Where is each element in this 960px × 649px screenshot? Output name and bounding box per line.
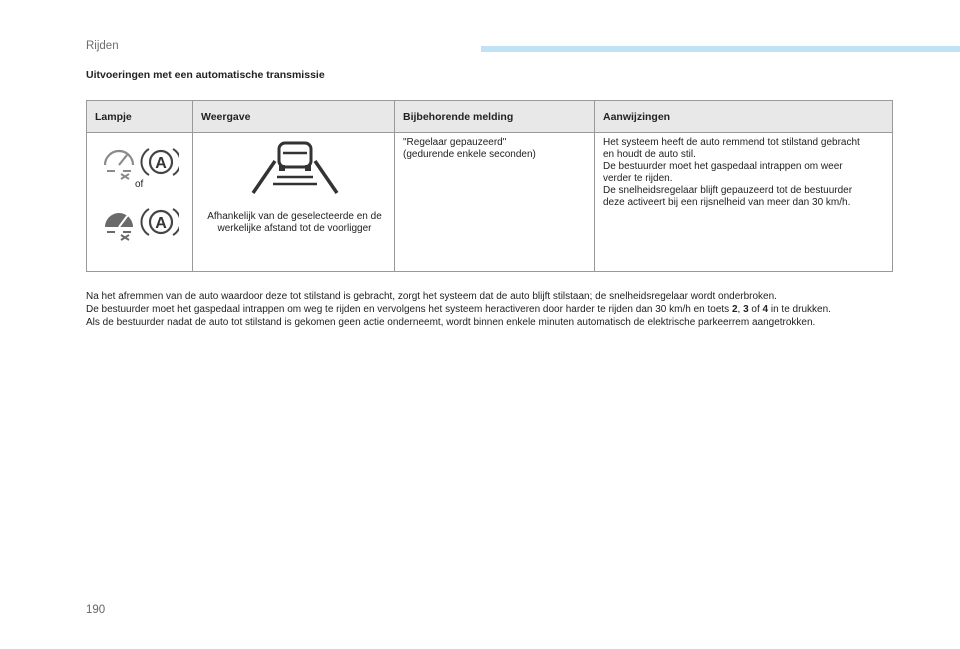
instruction-line: deze activeert bij een rijsnelheid van meer dan 30 km/h. bbox=[603, 197, 851, 208]
section-header-bar bbox=[481, 46, 960, 52]
header-display: Weergave bbox=[193, 101, 395, 133]
page-number: 190 bbox=[86, 604, 106, 616]
message-line: (gedurende enkele seconden) bbox=[403, 149, 536, 160]
cell-display bbox=[193, 133, 395, 272]
body-text bbox=[86, 290, 906, 329]
header-message: Bijbehorende melding bbox=[395, 101, 595, 133]
instruction-line: Het systeem heeft de auto remmend tot stilstand gebracht bbox=[603, 137, 860, 148]
header-instructions: Aanwijzingen bbox=[595, 101, 893, 133]
header-lamp: Lampje bbox=[87, 101, 193, 133]
car-ahead-road-icon bbox=[245, 139, 345, 195]
instruction-line: De snelheidsregelaar blijft gepauzeerd tot de bestuurder bbox=[603, 185, 853, 196]
cell-lamp bbox=[87, 133, 193, 272]
display-caption: Afhankelijk van de geselecteerde en de werkelijke afstand tot de voorligger bbox=[207, 211, 382, 234]
svg-text:A: A bbox=[155, 155, 167, 172]
instruction-line: De bestuurder moet het gaspedaal intrappen om weer bbox=[603, 161, 843, 172]
section-subtitle: Uitvoeringen met een automatische transmissie bbox=[86, 69, 325, 81]
cruise-control-paused-filled-icon bbox=[101, 201, 179, 241]
auto-hold-icon bbox=[141, 149, 179, 175]
cell-instructions bbox=[595, 133, 893, 272]
instruction-line: verder te rijden. bbox=[603, 173, 673, 184]
svg-text:A: A bbox=[155, 215, 167, 232]
section-tab: Rijden bbox=[86, 40, 119, 52]
table-header-row bbox=[87, 101, 893, 133]
cell-message bbox=[395, 133, 595, 272]
instruction-line: en houdt de auto stil. bbox=[603, 149, 696, 160]
body-paragraph: Als de bestuurder nadat de auto tot stilstand is gekomen geen actie onderneemt, wordt binnen enkele minuten automatisch de elektrische parkeerrem aangetrokken. bbox=[86, 317, 816, 328]
body-paragraph: De bestuurder moet het gaspedaal intrappen om weg te rijden en vervolgens het systeem heractiveren door harder te rijden dan 30 km/h en toets 2, 3 of 4 in te drukken. bbox=[86, 304, 831, 315]
table-row bbox=[87, 133, 893, 272]
cruise-control-paused-outline-icon bbox=[101, 141, 179, 181]
lamp-or-label: of bbox=[135, 179, 144, 190]
warning-lamp-table bbox=[86, 100, 893, 272]
body-paragraph: Na het afremmen van de auto waardoor deze tot stilstand is gebracht, zorgt het systeem dat de auto blijft stilstaan; de snelheidsregelaar wordt onderbroken. bbox=[86, 291, 777, 302]
message-line: "Regelaar gepauzeerd" bbox=[403, 137, 507, 148]
auto-hold-icon bbox=[141, 209, 179, 235]
